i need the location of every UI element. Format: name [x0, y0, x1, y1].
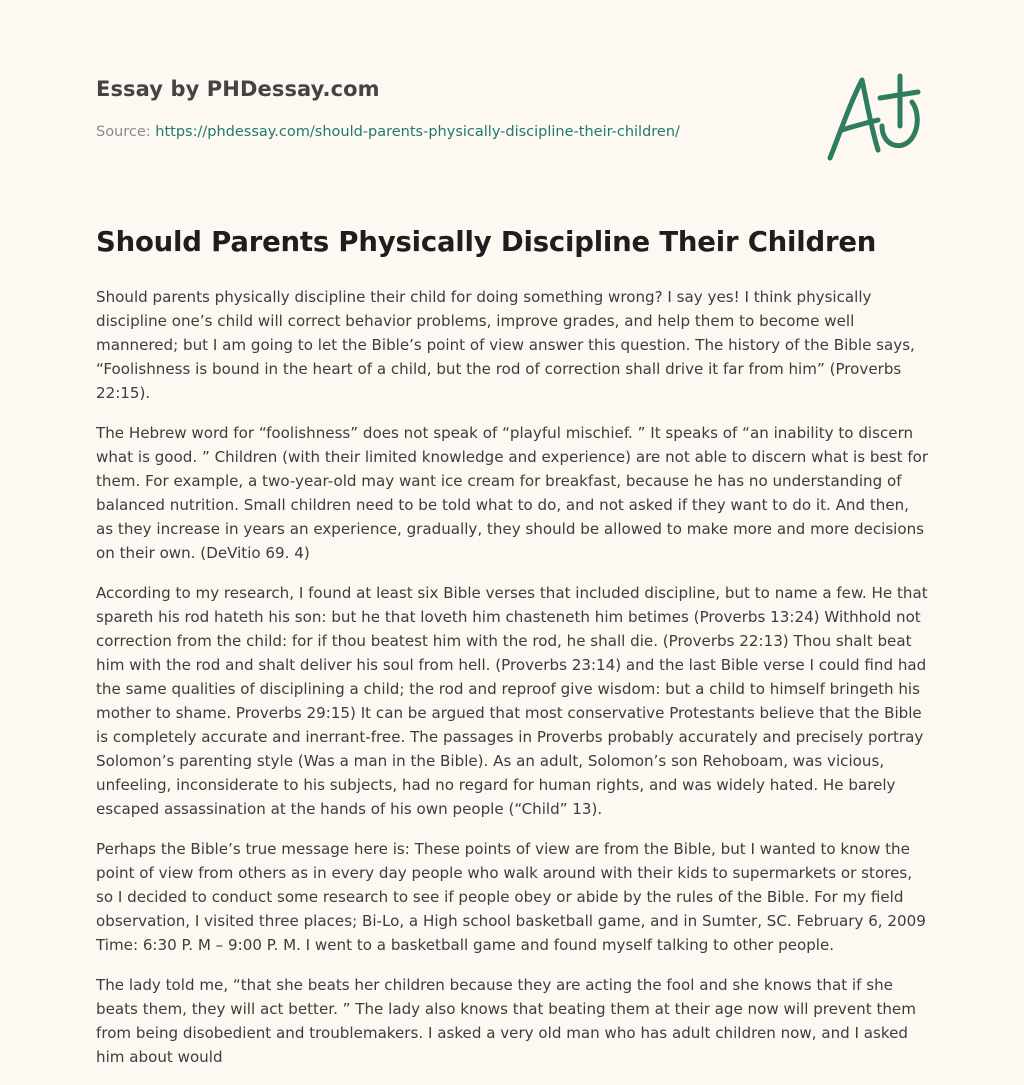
- essay-paragraph: Perhaps the Bible’s true message here is: These points of view are from the Bible, but I wanted to know the point of view from others as in every day people who walk around with their kids to supermarkets or stores, so I decided to conduct some research to see if people obey or abide by the rules of the Bible. For my field observation, I visited three places; Bi-Lo, a High school basketball game, and in Sumter, SC. February 6, 2009 Time: 6:30 P. M – 9:00 P. M. I went to a basketball game and found myself talking to other people.: [96, 840, 926, 954]
- essay-body: [96, 285, 930, 1085]
- essay-paragraph: According to my research, I found at least six Bible verses that included discipline, but to name a few. He that spareth his rod hateth his son: but he that loveth him chasteneth him betimes (Proverbs 13:24) Withhold not correction from the child: for if thou beatest him with the rod, he shall die. (Proverbs 22:13) Thou shalt beat him with the rod and shalt deliver his soul from hell. (Proverbs 23:14) and the last Bible verse I could find had the same qualities of disciplining a child; the rod and reproof give wisdom: but a child to himself bringeth his mother to shame. Proverbs 29:15) It can be argued that most conservative Protestants believe that the Bible is completely accurate and inerrant-free. The passages in Proverbs probably accurately and precisely portray Solomon’s parenting style (Was a man in the Bible). As an adult, Solomon’s son Rehoboam, was vicious, unfeeling, inconsiderate to his subjects, had no regard for human rights, and was widely hated. He barely escaped assassination at the hands of his own people (“Child” 13).: [96, 584, 928, 818]
- essay-paragraph: The lady told me, “that she beats her children because they are acting the fool and she knows that if she beats them, they will act better. ” The lady also knows that beating them at their age now will prevent them from being disobedient and troublemakers. I asked a very old man who has adult children now, and I asked him about would: [96, 976, 916, 1066]
- a-plus-logo-icon: [820, 68, 930, 168]
- source-link[interactable]: https://phdessay.com/should-parents-physically-discipline-their-children/: [155, 124, 680, 140]
- essay-title: Should Parents Physically Discipline Their Children: [96, 226, 877, 258]
- source-label: Source:: [96, 124, 151, 140]
- brand-title: Essay by PHDessay.com: [96, 77, 380, 101]
- essay-paragraph: The Hebrew word for “foolishness” does not speak of “playful mischief. ” It speaks of “an inability to discern what is good. ” Children (with their limited knowledge and experience) are not able to discern what is best for them. For example, a two-year-old may want ice cream for breakfast, because he has no understanding of balanced nutrition. Small children need to be told what to do, and not asked if they want to do it. And then, as they increase in years an experience, gradually, they should be allowed to make more and more decisions on their own. (DeVitio 69. 4): [96, 424, 929, 562]
- source-line: [96, 124, 680, 140]
- essay-paragraph: Should parents physically discipline their child for doing something wrong? I say yes! I think physically discipline one’s child will correct behavior problems, improve grades, and help them to become well mannered; but I am going to let the Bible’s point of view answer this question. The history of the Bible says, “Foolishness is bound in the heart of a child, but the rod of correction shall drive it far from him” (Proverbs 22:15).: [96, 288, 915, 402]
